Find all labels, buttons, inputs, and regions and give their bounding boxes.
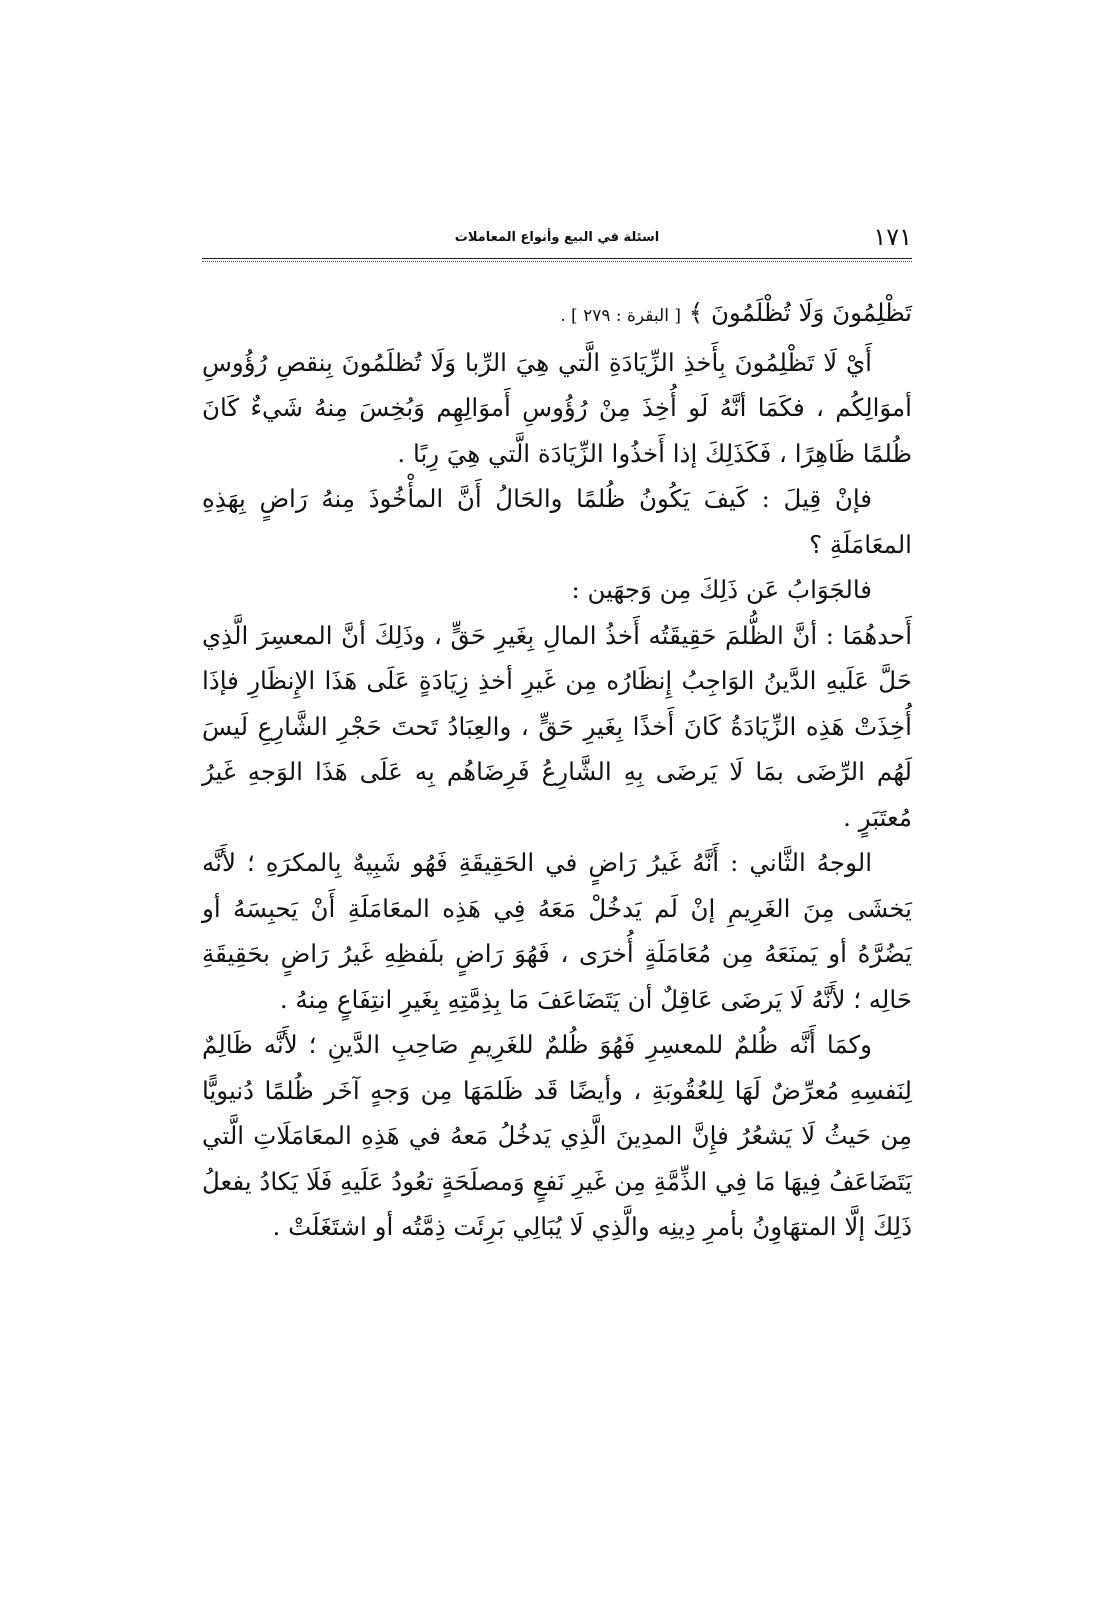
paragraph-answer-intro: فالجَوَابُ عَن ذَلِكَ مِن وَجهَين : [571, 575, 872, 604]
paragraph-second-aspect: الوجهُ الثَّاني : أَنَّهُ غَيرُ رَاضٍ في الحَقِيقَةِ فَهُو شَبِيهٌ بِالمكرَهِ ؛ لأَنَّه يَخشَى مِنَ الغَرِيمِ إنْ لَم يَدخُلْ مَعَهُ فِي هَذِه المعَامَلَةِ أَنْ يَحبِسَهُ أو يَضُرَّهُ أو يَمنَعَهُ مِن مُعَامَلَةٍ أُخرَى ، فَهُوَ رَاضٍ بلَفظِهِ غَيرُ رَاضٍ بحَقِيقَةِ حَالِه ؛ لأَنَّهُ لَا يَرضَى عَاقِلٌ أن يَتَضَاعَفَ مَا بِذِمَّتِهِ بِغَيرِ انتِفَاعٍ مِنهُ . [202, 848, 912, 1014]
header-rule [202, 258, 912, 259]
paragraph-verse-end [202, 290, 912, 340]
verse-text: تَظْلِمُونَ وَلَا تُظْلَمُونَ [710, 298, 912, 327]
running-title: اسئلة في البيع وأنواع المعاملات [454, 230, 660, 245]
paragraph-explanation: أَيْ لَا تَظْلِمُونَ بِأَخذِ الزِّيَادَةِ الَّتي هِيَ الرِّبا وَلَا تُظلَمُونَ بِنقصِ رُؤُوسِ أموَالِكُم ، فكَمَا أنَّهُ لَو أُخِذَ مِنْ رُؤُوسِ أَموَالِهِم وَبُخِسَ مِنهُ شَيءٌ كَانَ ظُلمًا ظَاهِرًا ، فَكَذَلِكَ إذا أَخذُوا الزِّيَادَة الَّتي هِيَ رِبًا . [202, 347, 912, 468]
paragraph-question: فإنْ قِيلَ : كَيفَ يَكُونُ ظُلمًا والحَالُ أَنَّ المأْخُوذَ مِنهُ رَاضٍ بِهَذِهِ المعَامَلَةِ ؟ [202, 484, 912, 559]
page-header [202, 222, 912, 258]
header-rule-dotted [202, 261, 912, 262]
page-number: ١٧١ [873, 223, 912, 251]
body-text [202, 290, 912, 1250]
verse-bracket: ﴾ [688, 298, 704, 327]
verse-citation: [ البقرة : ٢٧٩ ] . [560, 306, 681, 326]
paragraph-creditor-harm: وكمَا أَنَّه ظُلمٌ للمعسِرِ فَهُوَ ظُلمٌ للغَرِيمِ صَاحِبِ الدَّينِ ؛ لأَنَّه ظَالِمٌ لِنَفسِهِ مُعرِّضٌ لَهَا لِلعُقُوبَةِ ، وأيضًا قَد ظَلمَهَا مِن وَجهٍ آخَر ظُلمًا دُنيويًّا مِن حَيثُ لَا يَشعُرُ فإِنَّ المدِينَ الَّذِي يَدخُلُ مَعهُ في هَذِهِ المعَامَلَاتِ الَّتي يَتَضَاعَفُ فِيهَا مَا فِي الذِّمَّةِ مِن غَيرِ نَفعٍ وَمصلَحَةٍ تعُودُ عَلَيهِ فَلَا يَكادُ يفعلُ ذَلِكَ إلَّا المتهَاوِنُ بأمرِ دِينِه والَّذِي لَا يُبَالِي بَرِئَت ذِمَّتُه أو اشتَغَلَتْ . [202, 1030, 912, 1241]
paragraph-first-aspect: أَحدهُمَا : أنَّ الظُّلمَ حَقِيقَتُه أَخذُ المالِ بِغَيرِ حَقٍّ ، وذَلِكَ أنَّ المعسِرَ الَّذِي حَلَّ عَلَيهِ الدَّينُ الوَاجِبُ إِنظَارُه مِن غَيرِ أخذِ زِيَادَةٍ عَلَى هَذَا الإِنظَارِ فإذَا أُخِذَتْ هَذِه الزِّيَادَةُ كَانَ أَخذًا بِغَيرِ حَقٍّ ، والعِبَادُ تَحتَ حَجْرِ الشَّارِعِ لَيسَ لَهُم الرِّضَى بمَا لَا يَرضَى بِهِ الشَّارِعُ فَرِضَاهُم بِه عَلَى هَذَا الوَجهِ غَيرُ مُعتَبَرٍ . [202, 620, 912, 832]
